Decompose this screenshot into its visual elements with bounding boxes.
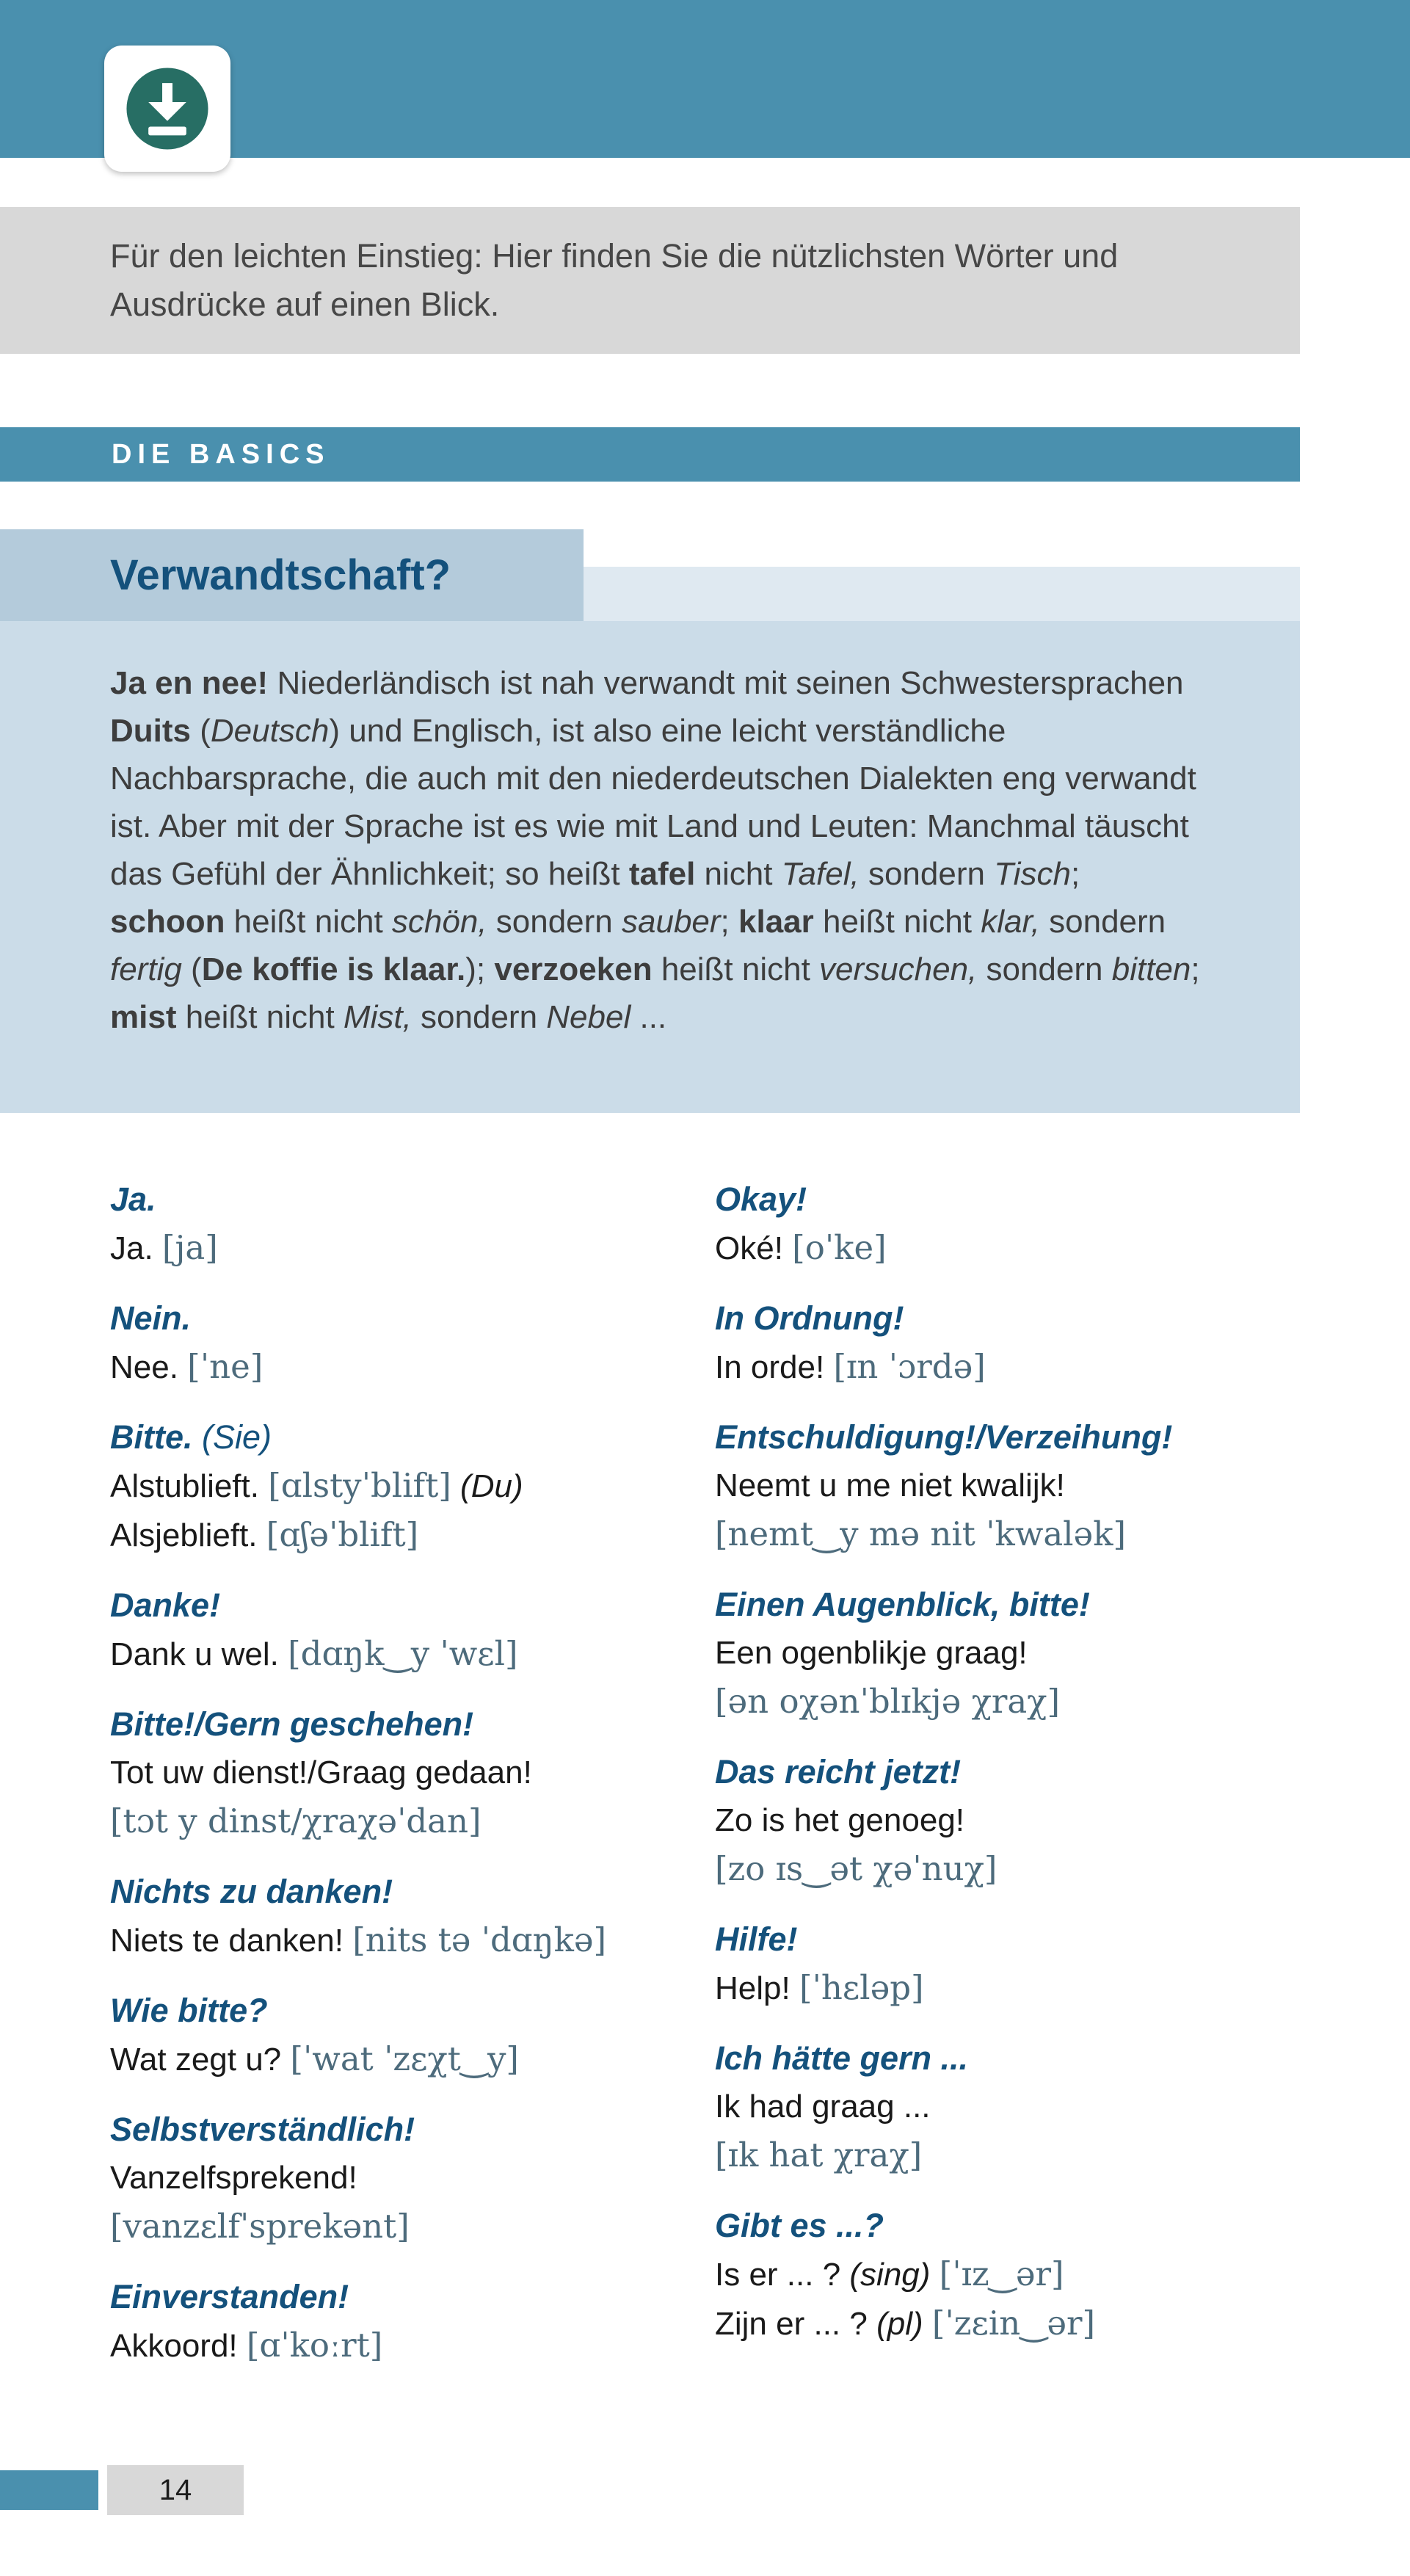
text-segment: De koffie is klaar. xyxy=(201,951,466,987)
section-label: DIE BASICS xyxy=(112,438,330,470)
text-segment: Gibt es ...? xyxy=(715,2207,884,2244)
text-segment: Nichts zu danken! xyxy=(110,1873,393,1910)
phrase-group xyxy=(110,1987,715,2084)
text-segment: In Ordnung! xyxy=(715,1299,904,1337)
text-segment: [ja] xyxy=(161,1228,218,1267)
text-segment: Deutsch xyxy=(210,713,330,749)
text-segment: [ɑlstyˈblift] xyxy=(268,1466,451,1505)
phrase-column-right xyxy=(715,1175,1300,2392)
infobox-text xyxy=(0,621,1300,1041)
text-segment: Vanzelfsprekend! xyxy=(110,2160,357,2196)
text-segment: Zo is het genoeg! xyxy=(715,1802,965,1838)
dutch-phrase-line xyxy=(715,2131,1300,2180)
text-segment: Oké! xyxy=(715,1230,793,1266)
text-segment: [zo ɪs‿ət χəˈnuχ] xyxy=(715,1849,997,1888)
text-segment: Ik had graag ... xyxy=(715,2089,931,2125)
dutch-phrase-line xyxy=(715,1343,1300,1392)
german-phrase xyxy=(715,1175,1300,1224)
text-segment: Neemt u me niet kwalijk! xyxy=(715,1467,1065,1503)
german-phrase xyxy=(110,1700,715,1749)
text-segment: sondern xyxy=(1039,904,1166,940)
language-infobox xyxy=(0,621,1300,1113)
text-segment: ); xyxy=(465,951,495,987)
phrase-group xyxy=(110,1413,715,1560)
text-segment: (Du) xyxy=(451,1468,523,1504)
german-phrase xyxy=(110,1987,715,2035)
german-phrase xyxy=(715,1294,1300,1343)
dutch-phrase-line xyxy=(715,1629,1300,1677)
text-segment: sondern xyxy=(977,951,1112,987)
text-segment: Duits xyxy=(110,713,191,749)
text-segment: Selbstverständlich! xyxy=(110,2111,415,2148)
text-segment: Help! xyxy=(715,1970,799,2006)
german-phrase xyxy=(110,1581,715,1630)
text-segment xyxy=(930,2257,939,2293)
section-header xyxy=(0,427,1300,482)
text-segment: Ja. xyxy=(110,1230,162,1266)
text-segment: Ich hätte gern ... xyxy=(715,2039,969,2077)
text-segment: [vanzɛlfˈsprekənt] xyxy=(110,2207,410,2246)
text-segment: Wat zegt u? xyxy=(110,2042,291,2078)
dutch-phrase-line xyxy=(110,1630,715,1679)
german-phrase xyxy=(110,1868,715,1916)
phrase-group xyxy=(110,1868,715,1965)
text-segment: Zijn er ... ? xyxy=(715,2306,877,2342)
text-segment: Entschuldigung!/Verzeihung! xyxy=(715,1418,1173,1456)
text-segment: bitten xyxy=(1111,951,1191,987)
phrase-group xyxy=(715,1748,1300,1894)
text-segment: [ˈhɛləp] xyxy=(799,1968,924,2007)
text-segment: Niets te danken! xyxy=(110,1923,353,1959)
text-segment: klar, xyxy=(981,904,1040,940)
phrase-group xyxy=(715,1175,1300,1273)
text-segment: Okay! xyxy=(715,1180,807,1218)
text-segment: ... xyxy=(630,999,667,1035)
phrase-group xyxy=(715,1915,1300,2013)
text-segment: ) und Englisch, ist also eine leicht verständliche Nachbarsprache, die auch mit den niederdeutschen Dialekten eng verwandt ist. Aber mit der Sprache ist es wie mit Land und Leuten: Manchmal täuscht das Gefühl der Ähnlichkeit; so heißt xyxy=(110,713,1196,892)
phrase-group xyxy=(715,2202,1300,2348)
text-segment: ( xyxy=(191,713,211,749)
text-segment: fertig xyxy=(110,951,182,987)
text-segment: Akkoord! xyxy=(110,2328,247,2364)
text-segment: [nits tə ˈdɑŋkə] xyxy=(352,1920,607,1959)
dutch-phrase-line xyxy=(715,2083,1300,2131)
text-segment: nicht xyxy=(695,856,782,892)
phrase-group xyxy=(715,2034,1300,2180)
text-segment: Nee. xyxy=(110,1349,188,1385)
dutch-phrase-line xyxy=(110,2202,715,2252)
text-segment: heißt nicht xyxy=(176,999,344,1035)
text-segment: ; xyxy=(1191,951,1200,987)
dutch-phrase-line xyxy=(110,1343,715,1392)
text-segment: Ja en nee! xyxy=(110,665,269,701)
text-segment: Alsjeblieft. xyxy=(110,1517,266,1553)
text-segment: [nemt‿y mə nit ˈkwalək] xyxy=(715,1514,1127,1553)
text-segment: sauber xyxy=(622,904,721,940)
text-segment: verzoeken xyxy=(494,951,653,987)
text-segment: [ˈzɛin‿ər] xyxy=(931,2304,1096,2343)
phrase-group xyxy=(110,1700,715,1846)
text-segment: (pl) xyxy=(876,2306,923,2342)
german-phrase xyxy=(715,1413,1300,1462)
text-segment: [ɑʃəˈblift] xyxy=(266,1515,419,1554)
text-segment: Is er ... ? xyxy=(715,2257,850,2293)
dutch-phrase-line xyxy=(110,2154,715,2202)
text-segment: Ja. xyxy=(110,1180,156,1218)
dutch-phrase-line xyxy=(110,2321,715,2370)
german-phrase xyxy=(110,1175,715,1224)
dutch-phrase-line xyxy=(715,2299,1300,2348)
dutch-phrase-line xyxy=(715,1224,1300,1273)
german-phrase xyxy=(715,1915,1300,1964)
phrase-list xyxy=(110,1175,1300,2392)
download-badge[interactable] xyxy=(104,46,230,172)
text-segment: Mist, xyxy=(343,999,412,1035)
german-phrase xyxy=(715,2034,1300,2083)
text-segment xyxy=(923,2306,932,2342)
text-segment: Nebel xyxy=(546,999,631,1035)
text-segment: schön, xyxy=(391,904,487,940)
text-segment: Alstublieft. xyxy=(110,1468,269,1504)
german-phrase xyxy=(715,1748,1300,1796)
dutch-phrase-line xyxy=(110,1916,715,1965)
german-phrase xyxy=(110,1294,715,1343)
text-segment: Tisch xyxy=(994,856,1071,892)
text-segment: [ˈɪz‿ər] xyxy=(939,2254,1064,2293)
dutch-phrase-line xyxy=(110,1462,715,1511)
text-segment: [oˈke] xyxy=(792,1228,887,1267)
phrase-group xyxy=(110,1294,715,1392)
dutch-phrase-line xyxy=(715,1677,1300,1727)
text-segment: [ɑˈkoːrt] xyxy=(246,2326,383,2365)
dutch-phrase-line xyxy=(715,2250,1300,2299)
german-phrase xyxy=(110,1413,715,1462)
phrase-group xyxy=(110,1175,715,1273)
text-segment: Nein. xyxy=(110,1299,192,1337)
text-segment: Wie bitte? xyxy=(110,1992,268,2029)
text-segment: [dɑŋk‿y ˈwɛl] xyxy=(288,1634,518,1673)
text-segment: Tafel, xyxy=(781,856,860,892)
phrase-column-left xyxy=(110,1175,715,2392)
dutch-phrase-line xyxy=(110,1749,715,1797)
dutch-phrase-line xyxy=(715,1964,1300,2013)
text-segment: [ɪk hat χraχ] xyxy=(715,2136,923,2174)
dutch-phrase-line xyxy=(715,1462,1300,1510)
phrase-group xyxy=(110,2105,715,2252)
text-segment: Hilfe! xyxy=(715,1920,798,1958)
text-segment: Een ogenblikje graag! xyxy=(715,1635,1028,1671)
text-segment: ; xyxy=(1070,856,1080,892)
text-segment: Bitte. xyxy=(110,1418,193,1456)
phrase-group xyxy=(715,1581,1300,1727)
dutch-phrase-line xyxy=(110,2035,715,2084)
text-segment: In orde! xyxy=(715,1349,834,1385)
text-segment: heißt nicht xyxy=(652,951,820,987)
german-phrase xyxy=(110,2273,715,2321)
phrase-group xyxy=(110,1581,715,1679)
text-segment: Einverstanden! xyxy=(110,2278,349,2315)
text-segment: ( xyxy=(181,951,202,987)
text-segment: heißt nicht xyxy=(813,904,981,940)
text-segment: Einen Augenblick, bitte! xyxy=(715,1586,1090,1623)
text-segment: sondern xyxy=(487,904,622,940)
dutch-phrase-line xyxy=(110,1511,715,1560)
text-segment: [ən oχənˈblɪkjə χraχ] xyxy=(715,1682,1060,1721)
text-segment: Bitte!/Gern geschehen! xyxy=(110,1705,474,1743)
text-segment: Dank u wel. xyxy=(110,1636,288,1672)
dutch-phrase-line xyxy=(715,1845,1300,1894)
text-segment: Danke! xyxy=(110,1586,221,1624)
text-segment: schoon xyxy=(110,904,225,940)
text-segment: sondern xyxy=(411,999,547,1035)
text-segment: (Sie) xyxy=(192,1418,272,1456)
text-segment: sondern xyxy=(859,856,995,892)
text-segment: tafel xyxy=(628,856,696,892)
intro-band xyxy=(0,207,1300,354)
dutch-phrase-line xyxy=(715,1510,1300,1559)
text-segment: [ˈwat ˈzɛχt‿y] xyxy=(290,2039,519,2078)
german-phrase xyxy=(715,1581,1300,1629)
text-segment: heißt nicht xyxy=(225,904,392,940)
dutch-phrase-line xyxy=(110,1797,715,1846)
text-segment: versuchen, xyxy=(819,951,978,987)
intro-text: Für den leichten Einstieg: Hier finden Sie die nützlichsten Wörter und Ausdrücke auf einen Blick. xyxy=(110,237,1119,323)
dutch-phrase-line xyxy=(715,1796,1300,1845)
chapter-title: Verwandtschaft? xyxy=(110,551,451,599)
dutch-phrase-line xyxy=(110,1224,715,1273)
download-icon[interactable] xyxy=(122,63,213,154)
page-number: 14 xyxy=(107,2465,244,2515)
text-segment: ; xyxy=(720,904,738,940)
text-segment: [ɪn ˈɔrdə] xyxy=(833,1347,986,1386)
text-segment: Das reicht jetzt! xyxy=(715,1753,962,1790)
text-segment: Tot uw dienst!/Graag gedaan! xyxy=(110,1755,532,1790)
phrase-group xyxy=(715,1413,1300,1559)
text-segment: klaar xyxy=(738,904,814,940)
german-phrase xyxy=(110,2105,715,2154)
text-segment: (sing) xyxy=(849,2257,931,2293)
phrase-group xyxy=(715,1294,1300,1392)
text-segment: mist xyxy=(110,999,177,1035)
text-segment: Niederländisch ist nah verwandt mit seinen Schwestersprachen xyxy=(268,665,1184,701)
chapter-title-side-band xyxy=(584,567,1300,621)
text-segment: [ˈne] xyxy=(187,1347,264,1386)
german-phrase xyxy=(715,2202,1300,2250)
chapter-title-box xyxy=(0,529,584,621)
phrase-group xyxy=(110,2273,715,2370)
text-segment: [tɔt y dinst/χraχəˈdan] xyxy=(110,1802,481,1840)
footer-accent-bar xyxy=(0,2470,98,2510)
